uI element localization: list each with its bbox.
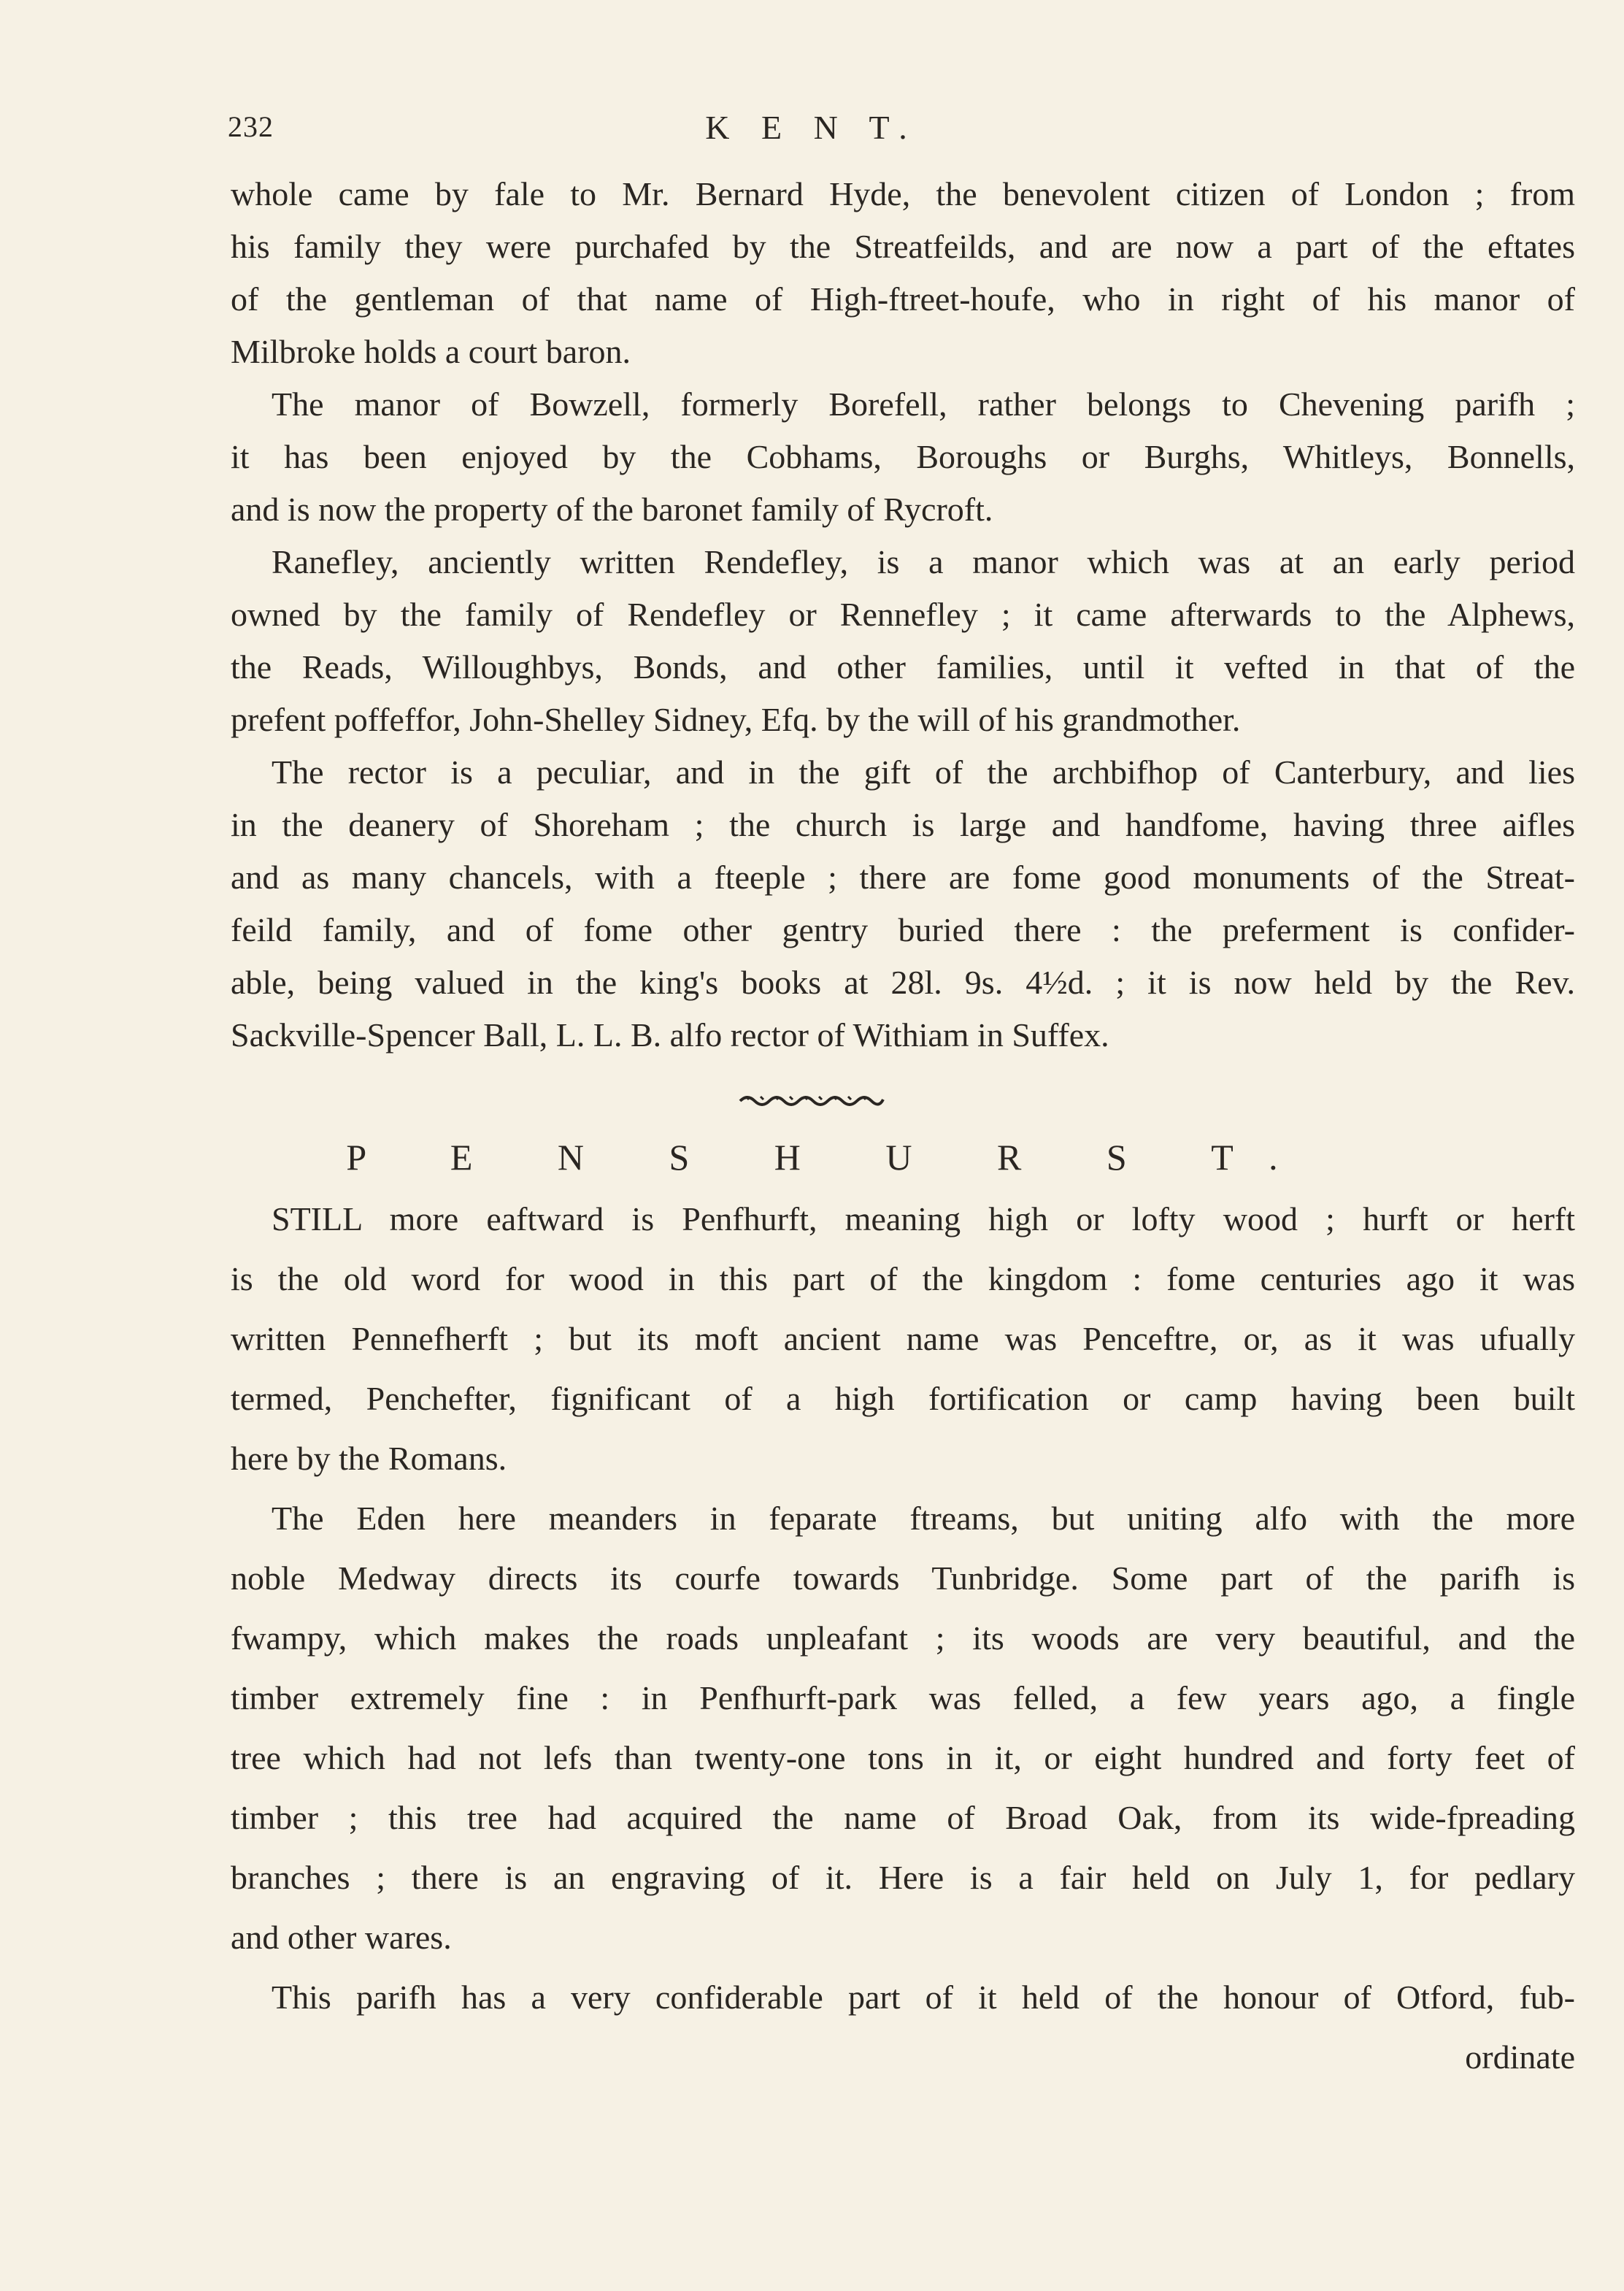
- text-line: here by the Romans.: [231, 1440, 507, 1477]
- text-line: noble Medway directs its courfe towards Tunbridge. Some part of the parifh is: [231, 1559, 1575, 1597]
- text-line: feild family, and of fome other gentry buried there : the preferment is confider-: [231, 911, 1575, 948]
- printer-ornament-rule-icon: [739, 1092, 885, 1107]
- text-line: and as many chancels, with a fteeple ; there are fome good monuments of the Streat-: [231, 859, 1575, 896]
- text-line: termed, Penchefter, fignificant of a high fortification or camp having been built: [231, 1380, 1575, 1417]
- text-line: STILL more eaftward is Penfhurft, meaning high or lofty wood ; hurft or herft: [272, 1200, 1575, 1237]
- text-line: branches ; there is an engraving of it. Here is a fair held on July 1, for pedlary: [231, 1859, 1575, 1896]
- text-line: is the old word for wood in this part of the kingdom : fome centuries ago it was: [231, 1260, 1575, 1297]
- text-line: Sackville-Spencer Ball, L. L. B. alfo rector of Withiam in Suffex.: [231, 1016, 1109, 1054]
- catchword: ordinate: [1465, 2038, 1575, 2076]
- text-line: The rector is a peculiar, and in the gift of the archbifhop of Canterbury, and lies: [272, 753, 1575, 791]
- page-number: 232: [228, 110, 274, 143]
- text-line: it has been enjoyed by the Cobhams, Boroughs or Burghs, Whitleys, Bonnells,: [231, 438, 1575, 475]
- text-line: timber extremely fine : in Penfhurft-park was felled, a few years ago, a fingle: [231, 1679, 1575, 1716]
- text-line: This parifh has a very confiderable part of it held of the honour of Otford, fub-: [272, 1979, 1575, 2016]
- text-line: and is now the property of the baronet family of Rycroft.: [231, 491, 993, 528]
- text-line: written Pennefherft ; but its moft ancient name was Penceftre, or, as it was ufually: [231, 1320, 1575, 1357]
- text-line: tree which had not lefs than twenty-one tons in it, or eight hundred and forty feet of: [231, 1739, 1575, 1776]
- text-line: timber ; this tree had acquired the name of Broad Oak, from its wide-fpreading: [231, 1799, 1575, 1836]
- text-line: in the deanery of Shoreham ; the church is large and handfome, having three aifles: [231, 806, 1575, 843]
- text-line: his family they were purchafed by the Streatfeilds, and are now a part of the eftates: [231, 228, 1575, 265]
- text-line: fwampy, which makes the roads unpleafant ; its woods are very beautiful, and the: [231, 1619, 1575, 1657]
- text-line: of the gentleman of that name of High-ftreet-houfe, who in right of his manor of: [231, 280, 1575, 318]
- text-line: whole came by fale to Mr. Bernard Hyde, the benevolent citizen of London ; from: [231, 175, 1575, 212]
- text-line: and other wares.: [231, 1919, 452, 1956]
- text-line: able, being valued in the king's books at 28l. 9s. 4½d. ; it is now held by the Rev.: [231, 964, 1575, 1001]
- text-line: Milbroke holds a court baron.: [231, 333, 631, 370]
- running-head: K E N T.: [705, 109, 919, 146]
- text-line: prefent poffeffor, John-Shelley Sidney, Efq. by the will of his grandmother.: [231, 701, 1241, 738]
- text-line: The Eden here meanders in feparate ftreams, but uniting alfo with the more: [272, 1500, 1575, 1537]
- text-line: Ranefley, anciently written Rendefley, is a manor which was at an early period: [272, 543, 1575, 580]
- section-title: P E N S H U R S T.: [346, 1137, 1316, 1178]
- text-line: owned by the family of Rendefley or Rennefley ; it came afterwards to the Alphews,: [231, 596, 1575, 633]
- text-line: The manor of Bowzell, formerly Borefell, rather belongs to Chevening parifh ;: [272, 385, 1575, 423]
- text-line: the Reads, Willoughbys, Bonds, and other families, until it vefted in that of the: [231, 648, 1575, 686]
